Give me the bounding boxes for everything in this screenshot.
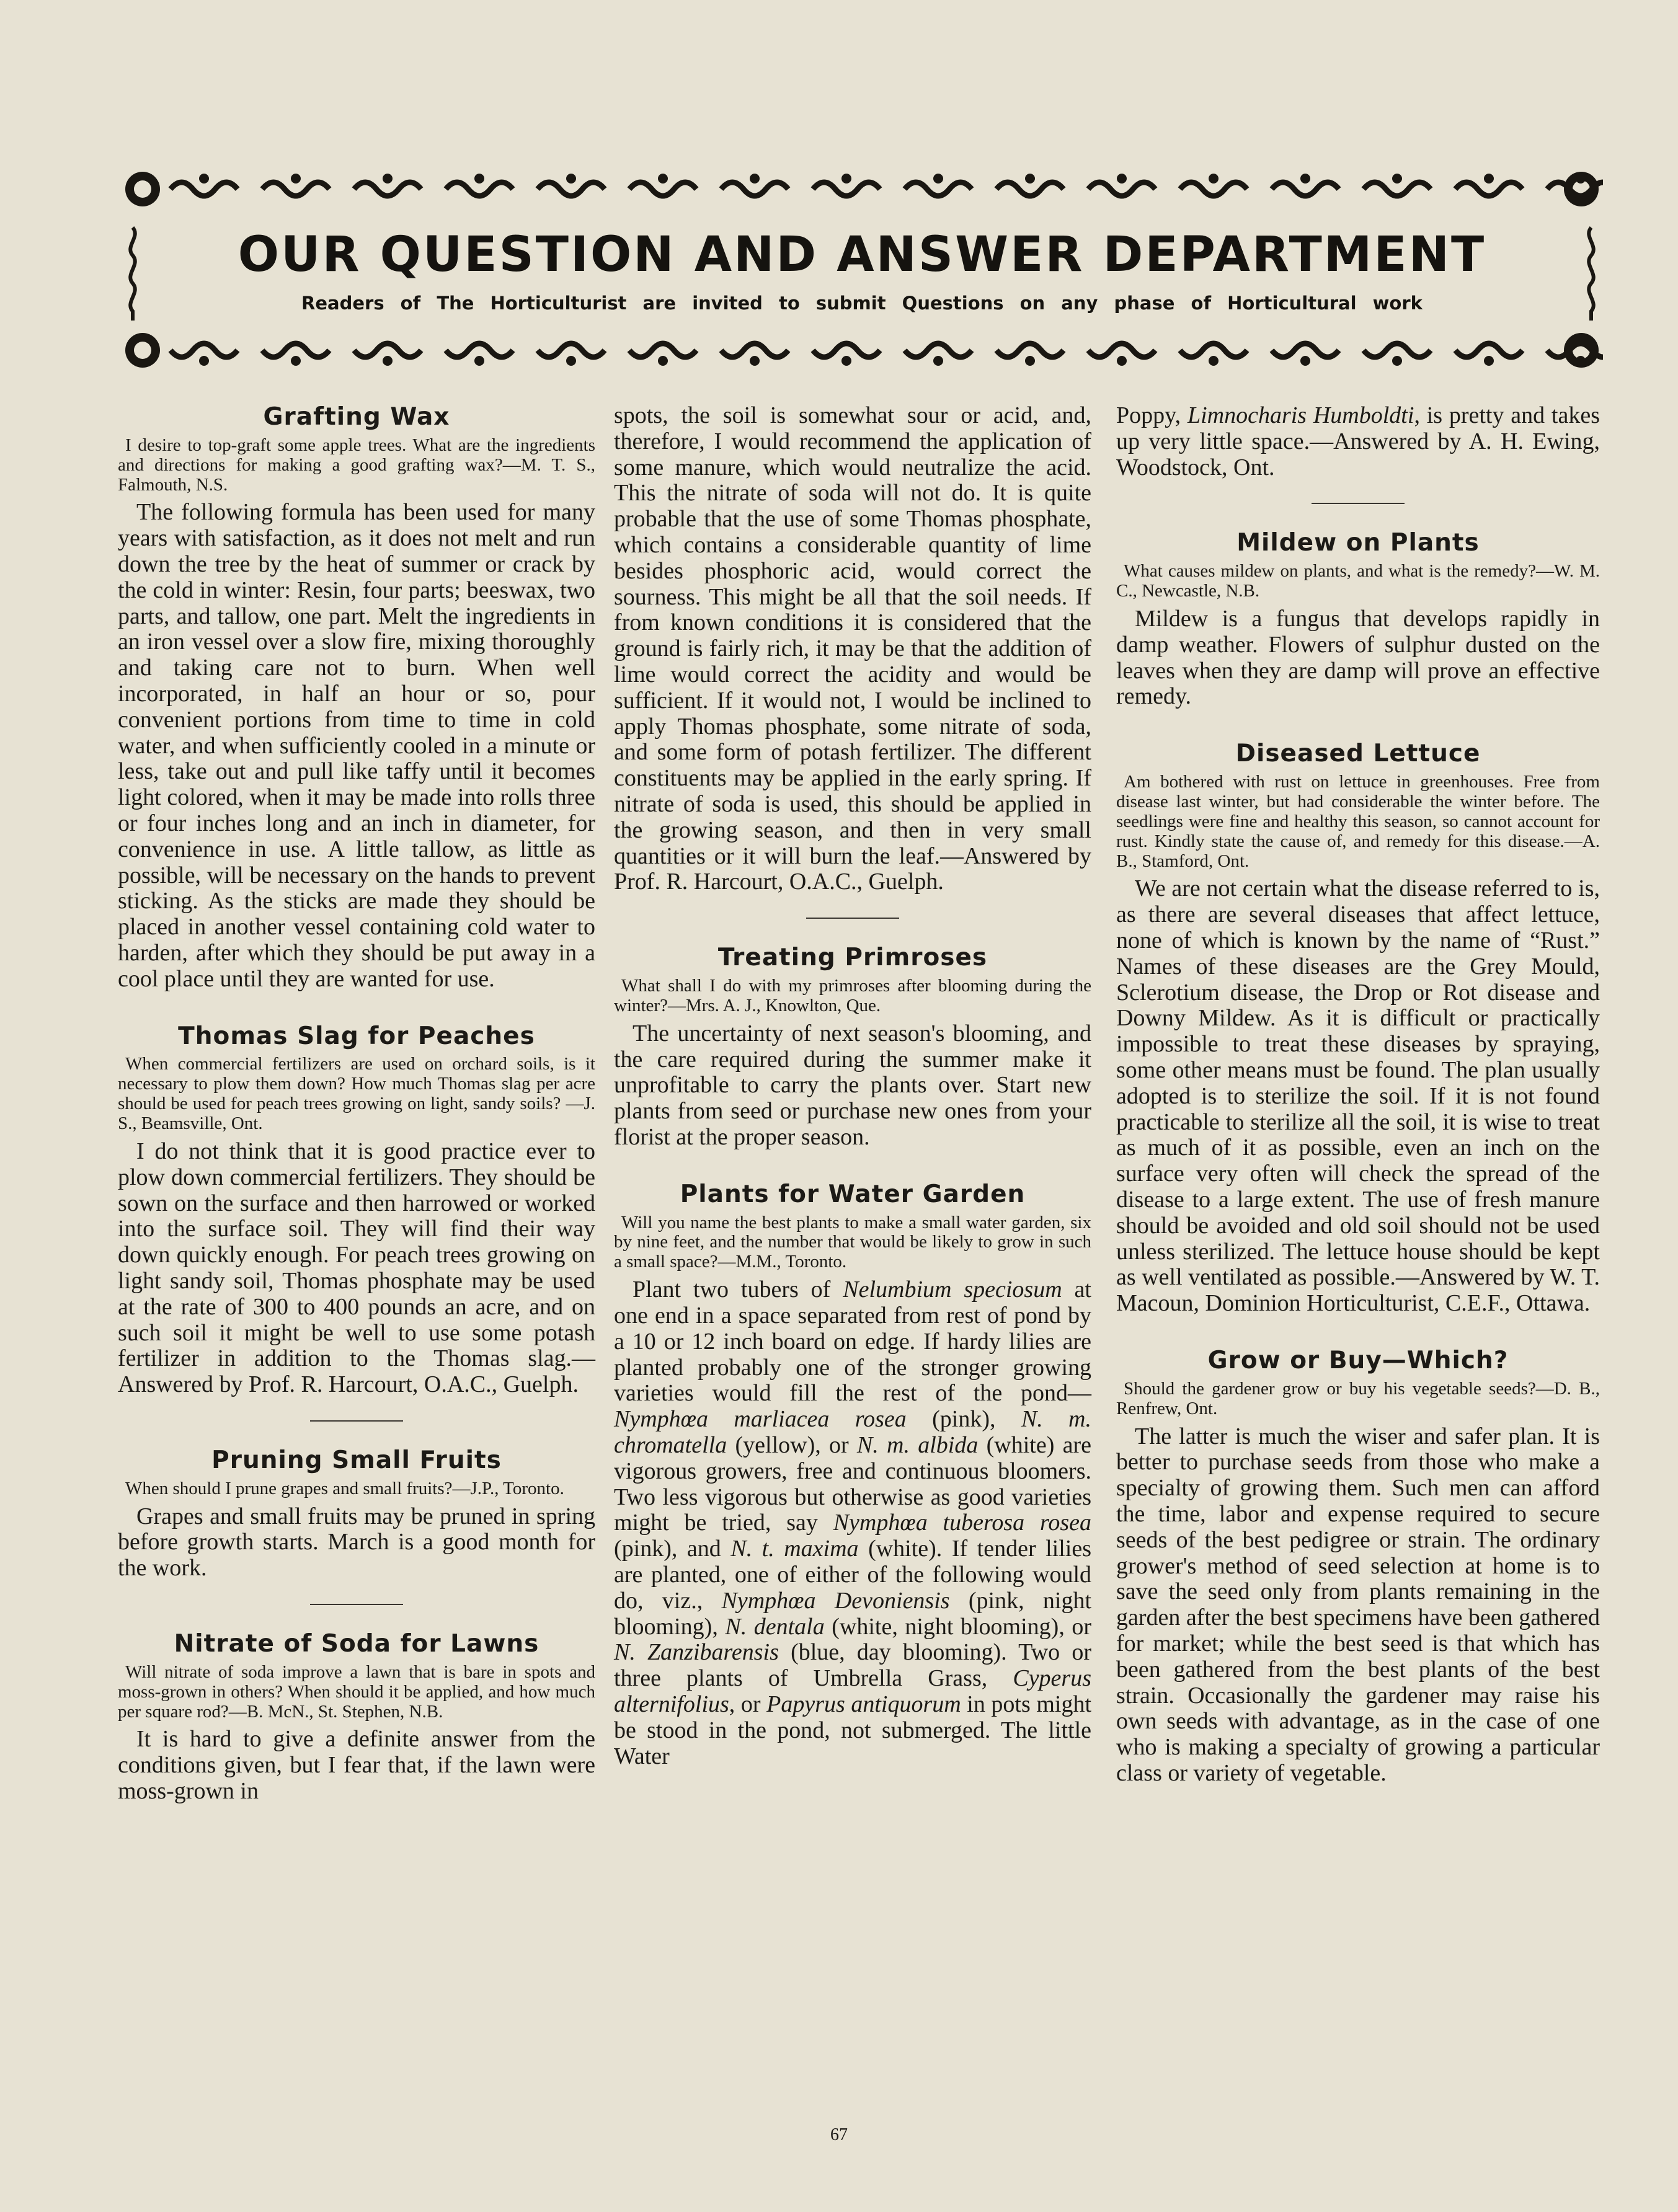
department-header [121,167,1603,378]
article-title: Treating Primroses [717,944,988,972]
column-2 [614,403,1091,1769]
article-grow-or-buy [1116,1347,1600,1787]
swirl-dot [750,174,760,184]
swirl-ornament [997,182,1063,196]
species-name: N. m. chromatella [614,1406,1091,1458]
swirl-ornament [1180,343,1247,357]
swirl-ornament [813,182,880,196]
text-run: (white). If tender lilies are planted, one of either of the following would do, viz., [614,1536,1092,1614]
swirl-ornament [538,182,605,196]
swirl-dot [1576,174,1586,184]
swirl-dot [291,174,301,184]
text-run: , or [729,1691,767,1717]
swirl-ornament [1088,182,1155,196]
swirl-dot [1484,174,1494,184]
swirl-ornament [538,343,605,357]
swirl-ornament [721,343,788,357]
swirl-ornament [1364,182,1431,196]
reader-question: Will you name the best plants to make a small water garden, six by nine feet, and the number that would be likely to grow in such a small space?—M.M., Toronto. [614,1212,1091,1272]
article-title: Grafting Wax [263,403,450,431]
swirl-ornament [354,182,421,196]
species-name: N. m. albida [856,1431,979,1458]
swirl-dot [1300,174,1310,184]
text-run: Plant two tubers of [633,1276,843,1303]
article-title: Plants for Water Garden [680,1180,1026,1208]
species-name: Limnocharis Humboldti [1187,402,1414,428]
reader-question: When commercial fertilizers are used on orchard soils, is it necessary to plow them down? How much Thomas slag per acre should be used for peach trees growing on light, sandy soils? —J. S., Beamsville, Ont. [118,1054,595,1134]
department-subtitle: Readers of The Horticulturist are invited to submit Questions on any phase of Horticultural work [301,293,1423,314]
species-name: Nymphœa tuberosa rosea [833,1510,1091,1536]
answer-text: The latter is much the wiser and safer plan. It is better to purchase seeds from those who make a specialty of growing them. Such men can afford the time, labor and expense required to secure seeds of the best pedigree or strain. The ordinary grower's method of seed selection at home is to save the seed only from plants remaining in the garden after the best specimens have been gathered for market; while the best seed is that which has been gathered from the best plants of the best strain. Occasionally the gardener may raise his own seeds with advantage, as in the case of one who is making a specialty of growing a particular class or variety of vegetable. [1116,1423,1600,1786]
swirl-dot [658,356,668,366]
swirl-dot [1392,174,1402,184]
department-title: OUR QUESTION AND ANSWER DEPARTMENT [237,227,1486,283]
swirl-dot [1209,174,1219,184]
reader-question: I desire to top-graft some apple trees. What are the ingredients and directions for making a good grafting wax?—M. T. S., Falmouth, N.S. [118,435,595,495]
swirl-dot [1300,356,1310,366]
swirl-dot [1484,356,1494,366]
article-nitrate-of-soda [118,1630,595,1805]
answer-text [614,1277,1091,1769]
swirl-dot [658,174,668,184]
answer-text: Grapes and small fruits may be pruned in spring before growth starts. March is a good month for the work. [118,1503,595,1582]
swirl-dot [474,356,484,366]
article-water-garden [614,1180,1091,1770]
swirl-dot [933,356,943,366]
swirl-ornament [1364,343,1431,357]
swirl-dot [566,174,576,184]
reader-question: When should I prune grapes and small fruits?—J.P., Toronto. [125,1478,564,1498]
swirl-dot [933,174,943,184]
reader-question: What shall I do with my primroses after blooming during the winter?—Mrs. A. J., Knowlton, Que. [614,975,1091,1015]
swirl-ornament [1180,182,1247,196]
swirl-ornament [354,343,421,357]
article-title: Thomas Slag for Peaches [178,1022,535,1050]
answer-text: We are not certain what the disease referred to is, as there are several diseases that affect lettuce, none of which is known by the name of “Rust.” Names of these diseases are the Grey Mould, Sclerotium disease, the Drop or Rot disease and Downy Mildew. As it is difficult or practically impossible to treat these diseases by spraying, some other means must be found. The plan usually adopted is to sterilize the soil. If it is not found practicable to sterilize all the soil, it is wise to treat as much of it as possible, even an inch on the surface very often will check the spread of the disease to a large extent. The use of fresh manure should be avoided and old soil should not be used unless sterilized. The lettuce house should be kept as well ventilated as possible.—Answered by W. T. Macoun, Dominion Horticulturist, C.E.F., Ottawa. [1116,875,1600,1317]
swirl-ornament [1455,343,1522,357]
answer-text: The following formula has been used for many years with satisfaction, as it does not melt and run down the tree by the heat of summer or crack by the cold in winter: Resin, four parts; beeswax, two parts, and tallow, one part. Melt the ingredients in an iron vessel over a slow fire, mixing thoroughly and taking care not to burn. When well incorporated, in half an hour or so, pour convenient portions from time to time in cold water, and when sufficiently cooled in a minute or less, take out and pull like taffy until it becomes light colored, when it may be made into rolls three or four inches long and an inch in diameter, for convenience in use. A little tallow, as little as possible, will be necessary on the hands to prevent sticking. As the sticks are made they should be placed in another vessel containing cold water to harden, after which they should be put away in a cool place until they are wanted for use. [118,499,595,992]
species-name: Papyrus antiquorum [766,1691,961,1717]
reader-question: Should the gardener grow or buy his vegetable seeds?—D. B., Renfrew, Ont. [1116,1378,1600,1418]
article-title: Diseased Lettuce [1235,740,1481,768]
swirl-dot [383,356,393,366]
text-run: (white) are vigorous growers, free and continuous bloomers. Two less vigorous but otherwise as good varieties might be tried, say [614,1431,1092,1536]
ornamental-border-top [121,167,1603,211]
text-run: at one end in a space separated from rest of pond by a 10 or 12 inch board on edge. If hardy lilies are planted probably one of the stronger growing varieties would fill the rest of the pond— [614,1276,1091,1407]
section-divider [806,918,899,919]
swirl-dot [1025,356,1035,366]
swirl-ornament [813,343,880,357]
answer-text: Mildew is a fungus that develops rapidly in damp weather. Flowers of sulphur dusted on the leaves when they are damp will prove an effective remedy. [1116,605,1600,710]
swirl-ornament [262,182,329,196]
article-title: Nitrate of Soda for Lawns [174,1630,539,1658]
text-run: (pink), and [614,1536,731,1562]
swirl-ornament [1088,343,1155,357]
answer-continuation [1116,403,1600,480]
section-divider [310,1604,403,1605]
swirl-dot [1117,356,1127,366]
swirl-ornament [905,343,972,357]
swirl-dot [1209,356,1219,366]
text-run: , is pretty and takes up very little space.—Answered by A. H. Ewing, Woodstock, Ont. [1116,402,1600,480]
swirl-dot [199,174,209,184]
swirl-dot [566,356,576,366]
reader-question: What causes mildew on plants, and what is the remedy?—W. M. C., Newcastle, N.B. [1116,561,1600,601]
ornamental-border-bottom [121,329,1603,372]
swirl-ornament [171,343,237,357]
article-mildew-on-plants [1116,529,1600,710]
text-run: in pots might be stood in the pond, not submerged. The little Water [614,1691,1091,1769]
swirl-ornament [446,182,513,196]
swirl-ornament [721,182,788,196]
reader-question: Am bothered with rust on lettuce in greenhouses. Free from disease last winter, but had considerable the winter before. The seedlings were fine and healthy this season, so cannot account for rust. Kindly state the cause of, and remedy for this disease.—A. B., Stamford, Ont. [1116,771,1600,871]
swirl-dot [474,174,484,184]
text-run: (yellow), or [727,1431,857,1458]
article-title: Pruning Small Fruits [211,1446,502,1474]
swirl-ornament [629,182,696,196]
article-title: Grow or Buy—Which? [1207,1346,1509,1374]
swirl-dot [199,356,209,366]
reader-question: Will nitrate of soda improve a lawn that is bare in spots and moss-grown in others? When should it be applied, and how much per square rod?—B. McN., St. Stephen, N.B. [118,1661,595,1722]
page-number: 67 [830,2125,848,2144]
species-name: Nymphœa Devoniensis [721,1587,950,1614]
answer-text: The uncertainty of next season's blooming, and the care required during the summer make it unprofitable to carry the plants over. Start new plants from seed or purchase new ones from your florist at the proper season. [614,1020,1091,1150]
article-treating-primroses [614,944,1091,1151]
swirl-ornament [171,182,237,196]
species-name: Cyperus alternifolius [614,1665,1091,1717]
swirl-dot [1117,174,1127,184]
answer-text: It is hard to give a definite answer from the conditions given, but I fear that, if the lawn were moss-grown in [118,1726,595,1805]
text-run: (pink, night blooming), [614,1587,1092,1640]
swirl-dot [1392,356,1402,366]
swirl-ornament [905,182,972,196]
swirl-dot [1576,356,1586,366]
swirl-dot [1025,174,1035,184]
swirl-ornament [262,343,329,357]
article-diseased-lettuce [1116,740,1600,1317]
swirl-dot [383,174,393,184]
article-thomas-slag [118,1022,595,1398]
text-run: (blue, day blooming). Two or three plants of Umbrella Grass, [614,1639,1092,1692]
text-run: (white, night blooming), or [824,1613,1091,1640]
text-run: Poppy, [1116,402,1187,428]
column-1 [118,403,595,1805]
answer-continuation: spots, the soil is somewhat sour or acid, and, therefore, I would recommend the application of some manure, which would neutralize the acid. This the nitrate of soda will not do. It is quite probable that the use of some Thomas phosphate, which contains a considerable quantity of lime besides phosphoric acid, would correct the sourness. This might be all that the soil needs. If from known conditions it is considered that the ground is fairly rich, it may be that the addition of lime would correct the acidity and would be sufficient. If it would not, I would be inclined to apply Thomas phosphate, some nitrate of soda, and some form of potash fertilizer. The different constituents may be applied in the early spring. If nitrate of soda is used, this should be applied in the growing season, and then in very small quantities or it will burn the leaf.—Answered by Prof. R. Harcourt, O.A.C., Guelph. [614,402,1091,895]
swirl-dot [291,356,301,366]
article-pruning-small-fruits [118,1446,595,1582]
article-title: Mildew on Plants [1236,529,1480,557]
answer-text: I do not think that it is good practice ever to plow down commercial fertilizers. They should be sown on the surface and then harrowed or worked into the surface soil. They will find their way down quickly enough. For peach trees growing on light sandy soil, Thomas phosphate may be used at the rate of 300 to 400 pounds an acre, and on such soil it might be well to use some potash fertilizer in addition to the Thomas slag.—Answered by Prof. R. Harcourt, O.A.C., Guelph. [118,1138,595,1398]
swirl-ornament [629,343,696,357]
species-name: Nymphœa marliacea rosea [614,1406,907,1433]
column-3 [1116,403,1600,1787]
text-run: (pink), [906,1406,1021,1433]
swirl-dot [841,174,851,184]
swirl-dot [750,356,760,366]
species-name: Nelumbium speciosum [843,1276,1062,1303]
swirl-ornament [1455,182,1522,196]
swirl-dot [841,356,851,366]
section-divider [1312,503,1405,504]
species-name: N. dentala [725,1613,825,1640]
species-name: N. Zanzibarensis [614,1639,779,1666]
species-name: N. t. maxima [730,1536,859,1562]
article-grafting-wax [118,403,595,993]
section-divider [310,1420,403,1422]
swirl-ornament [1272,343,1339,357]
swirl-ornament [997,343,1063,357]
swirl-ornament [446,343,513,357]
swirl-ornament [1272,182,1339,196]
